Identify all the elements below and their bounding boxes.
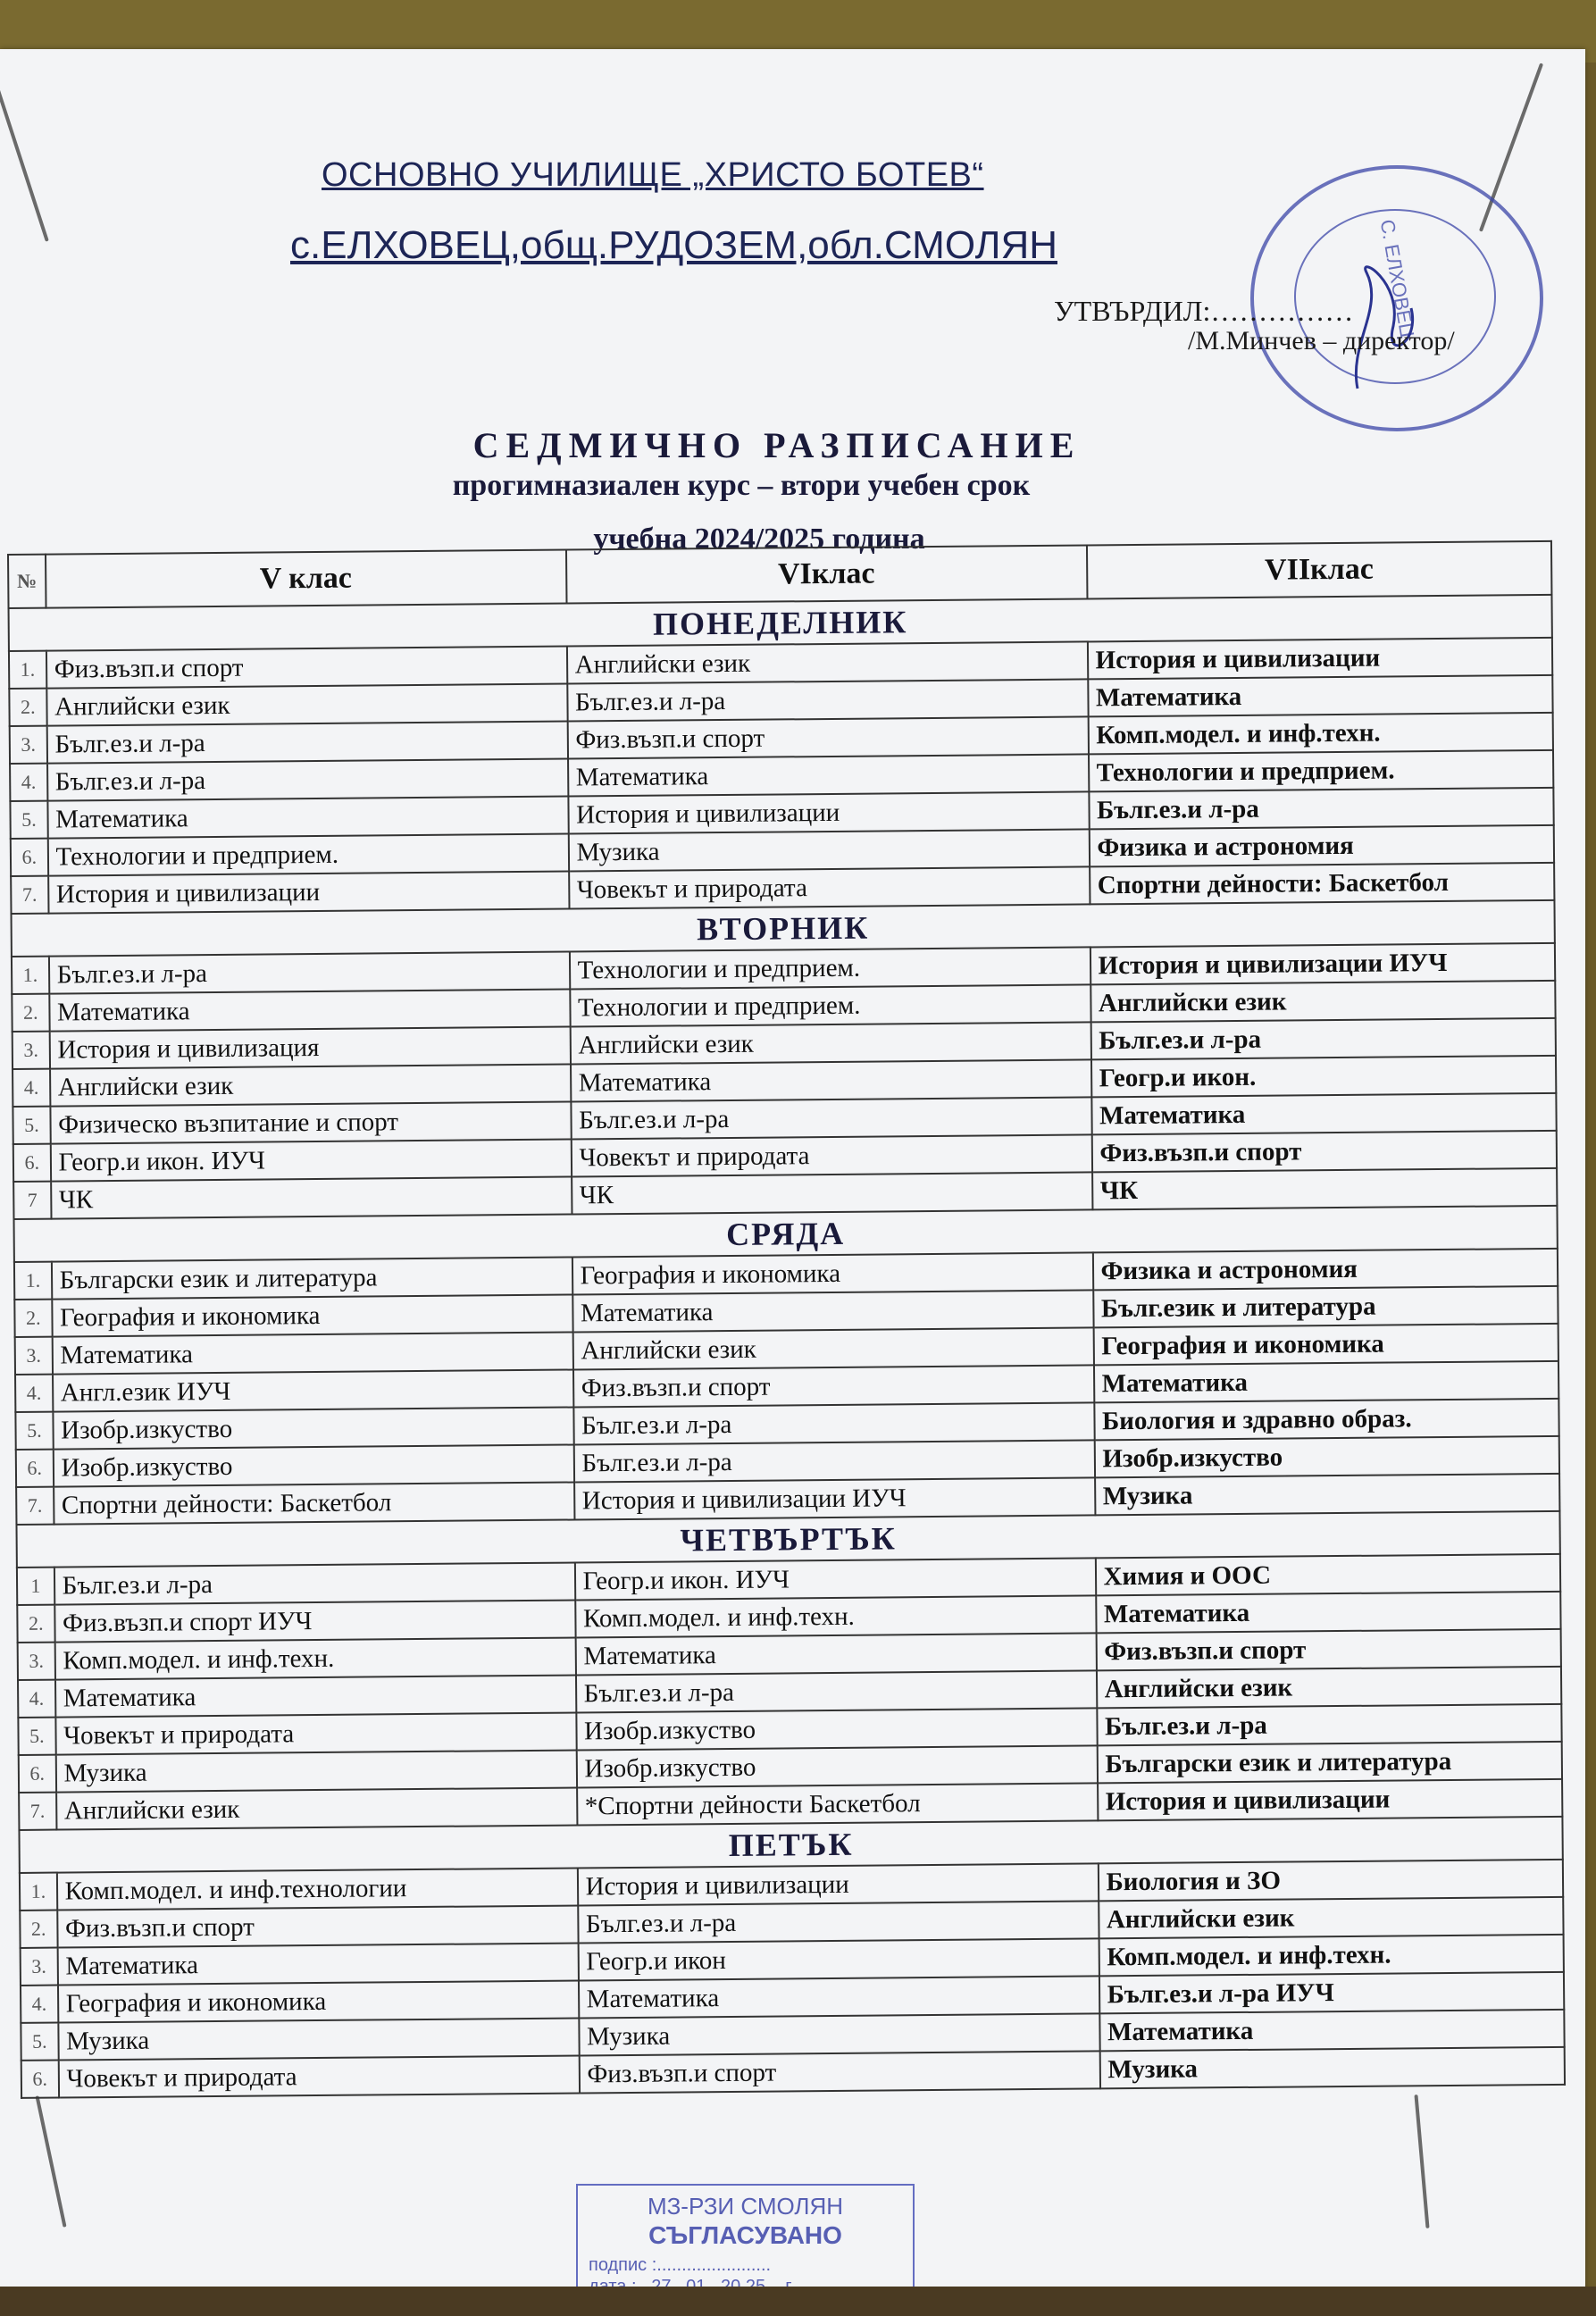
period-number: 5. [15, 1412, 53, 1450]
period-number: 7 [13, 1182, 51, 1219]
subject-cell: Физика и астрономия [1092, 1249, 1558, 1291]
subject-cell: Биология и здравно образ. [1094, 1399, 1559, 1441]
subject-cell: Бълг.ез.и л-ра [1097, 1704, 1562, 1746]
subject-cell: Физ.възп.и спорт [46, 647, 567, 689]
period-number: 7. [11, 876, 48, 914]
subject-cell: Изобр.изкуство [53, 1445, 573, 1487]
timetable-body [9, 595, 1565, 2098]
day-heading: ЧЕТВЪРТЪК [16, 1511, 1559, 1568]
approval-status: СЪГЛАСУВАНО [648, 2221, 842, 2249]
subject-cell: Музика [58, 2018, 579, 2060]
period-number: 4. [10, 764, 47, 801]
subject-cell: Математика [52, 1333, 572, 1375]
school-location: с.ЕЛХОВЕЦ,общ.РУДОЗЕМ,обл.СМОЛЯН [290, 223, 1057, 267]
subject-cell: Физ.възп.и спорт [57, 1905, 578, 1947]
period-number: 6. [19, 1755, 56, 1793]
period-number: 3. [10, 726, 47, 764]
subject-cell: Английски език [1099, 1897, 1564, 1939]
subject-cell: Човекът и природата [58, 2055, 579, 2097]
period-number: 2. [17, 1605, 54, 1643]
pin-icon [1414, 2094, 1429, 2228]
subject-cell: Бълг.ез.и л-ра [573, 1440, 1094, 1482]
period-number: 2. [14, 1300, 52, 1337]
period-number: 6. [16, 1450, 54, 1487]
period-number: 3. [15, 1337, 53, 1375]
subject-cell: География и икономика [58, 1980, 579, 2022]
period-number: 2. [12, 994, 49, 1032]
subject-cell: История и цивилизации [1098, 1779, 1563, 1821]
subject-cell: Комп.модел. и инф.техн. [575, 1595, 1096, 1637]
subject-cell: Изобр.изкуство [576, 1745, 1097, 1787]
approval-stamp [576, 2184, 915, 2303]
subject-cell: Английски език [1096, 1667, 1561, 1709]
subject-cell: Технологии и предприем. [1089, 750, 1554, 792]
column-header-grade-7: VIIклас [1086, 541, 1551, 599]
period-number: 4. [18, 1680, 55, 1718]
day-heading: ПОНЕДЕЛНИК [9, 595, 1552, 651]
subject-cell: Музика [579, 2013, 1099, 2055]
subject-cell: Бълг.ез.и л-ра [46, 722, 567, 764]
day-heading: ПЕТЪК [19, 1817, 1562, 1873]
subject-cell: Физ.възп.и спорт [579, 2051, 1099, 2093]
subject-cell: Математика [572, 1290, 1093, 1332]
subject-cell: Математика [568, 754, 1089, 796]
subject-cell: Геогр.и икон. ИУЧ [50, 1140, 571, 1182]
period-number: 2. [9, 689, 46, 726]
period-number: 2. [20, 1910, 57, 1948]
subject-cell: Математика [1096, 1592, 1561, 1634]
subject-cell: Бълг.ез.и л-ра ИУЧ [1099, 1972, 1564, 2014]
subject-cell: Математика [55, 1675, 576, 1717]
period-number: 1. [20, 1873, 57, 1910]
subject-cell: Технологии и предприем. [47, 834, 568, 876]
subject-cell: Физическо възпитание и спорт [50, 1102, 571, 1144]
period-number: 4. [15, 1375, 53, 1412]
subject-cell: Физ.възп.и спорт [567, 716, 1088, 758]
subject-cell: Английски език [572, 1327, 1093, 1369]
subject-cell: Физика и астрономия [1089, 825, 1554, 867]
subject-cell: Физ.възп.и спорт [1096, 1629, 1561, 1671]
subject-cell: Технологии и предприем. [570, 984, 1090, 1026]
subject-cell: Физ.възп.и спорт [573, 1365, 1094, 1407]
period-number: 5. [10, 801, 47, 839]
subject-cell: Физ.възп.и спорт [1091, 1131, 1557, 1173]
subject-cell: Англ.език ИУЧ [53, 1370, 573, 1412]
column-header-number: № [8, 555, 46, 608]
period-number: 3. [21, 1948, 58, 1986]
period-number: 4. [13, 1069, 50, 1107]
subject-cell: Математика [1088, 675, 1553, 717]
subject-cell: Английски език [56, 1787, 577, 1829]
subject-cell: ЧК [1092, 1168, 1558, 1210]
subject-cell: Математика [49, 990, 570, 1032]
subject-cell: Английски език [570, 1022, 1090, 1064]
approval-authority: МЗ-РЗИ СМОЛЯН [647, 2193, 844, 2220]
director-name: /М.Минчев – директор/ [1188, 326, 1455, 355]
page-title: СЕДМИЧНО РАЗПИСАНИЕ [472, 425, 1082, 465]
column-header-grade-5: V клас [46, 550, 566, 608]
subject-cell: Бълг.ез.и л-ра [54, 1562, 575, 1604]
day-heading: ВТОРНИК [12, 900, 1555, 957]
subject-cell: Бълг.ез.и л-ра [571, 1097, 1091, 1139]
subject-cell: Английски език [1090, 981, 1556, 1023]
subject-cell: Музика [568, 829, 1089, 871]
subject-cell: Български език и литература [1097, 1742, 1562, 1784]
period-number: 3. [18, 1643, 55, 1680]
subject-cell: Комп.модел. и инф.техн. [1099, 1935, 1564, 1977]
subject-cell: Бълг.ез.и л-ра [573, 1402, 1094, 1444]
subject-cell: Бълг.ез.и л-ра [47, 759, 568, 801]
subject-cell: История и цивилизации ИУЧ [1090, 943, 1555, 985]
subject-cell: Биология и ЗО [1098, 1860, 1563, 1902]
subject-cell: Математика [1091, 1093, 1557, 1135]
subject-cell: Комп.модел. и инф.технологии [57, 1868, 578, 1910]
subject-cell: *Спортни дейности Баскетбол [577, 1783, 1098, 1825]
period-number: 6. [11, 839, 48, 876]
weekly-timetable [7, 540, 1566, 2099]
period-number: 6. [13, 1144, 51, 1182]
period-number: 1 [17, 1568, 54, 1605]
subject-cell: Математика [1099, 2010, 1565, 2052]
subject-cell: История и цивилизация [49, 1027, 570, 1069]
course-subtitle: прогимназиален курс – втори учебен срок [452, 469, 1031, 502]
subject-cell: Математика [579, 1976, 1099, 2018]
subject-cell: География и икономика [1093, 1324, 1558, 1366]
subject-cell: Спортни дейности: Баскетбол [54, 1483, 574, 1525]
school-name: ОСНОВНО УЧИЛИЩЕ „ХРИСТО БОТЕВ“ [322, 156, 984, 194]
subject-cell: Математика [57, 1943, 578, 1985]
subject-cell: Математика [1093, 1361, 1558, 1403]
subject-cell: Бълг.ез.и л-ра [567, 679, 1088, 721]
subject-cell: Човекът и природата [569, 866, 1090, 908]
subject-cell: Български език и литература [52, 1258, 572, 1300]
subject-cell: Музика [1099, 2047, 1565, 2089]
subject-cell: Бълг.ез.и л-ра [1090, 1018, 1556, 1060]
period-number: 5. [18, 1718, 55, 1755]
subject-cell: Бълг.ез.и л-ра [49, 952, 570, 994]
subject-cell: Английски език [46, 684, 567, 726]
pin-icon [0, 71, 49, 241]
period-number: 7. [16, 1487, 54, 1525]
approval-signature-line: подпис :....................... [589, 2255, 772, 2275]
subject-cell: Човекът и природата [571, 1134, 1091, 1176]
column-header-grade-6: VIклас [566, 545, 1087, 603]
subject-cell: География и икономика [572, 1252, 1092, 1294]
paper-sheet [0, 49, 1585, 2291]
subject-cell: Комп.модел. и инф.техн. [1088, 713, 1553, 755]
subject-cell: Музика [1095, 1474, 1560, 1516]
subject-cell: Химия и ООС [1095, 1554, 1560, 1596]
subject-cell: География и икономика [52, 1295, 572, 1337]
subject-cell: Комп.модел. и инф.техн. [54, 1637, 575, 1679]
subject-cell: Спортни дейности: Баскетбол [1090, 863, 1555, 905]
subject-cell: Математика [575, 1633, 1096, 1675]
period-number: 5. [13, 1107, 50, 1144]
subject-cell: Английски език [566, 641, 1087, 683]
subject-cell: Геогр.и икон. ИУЧ [574, 1558, 1095, 1600]
period-number: 1. [14, 1262, 52, 1300]
period-number: 1. [12, 957, 49, 994]
subject-cell: ЧК [51, 1177, 572, 1219]
subject-cell: Математика [571, 1059, 1091, 1101]
day-heading: СРЯДА [14, 1206, 1558, 1262]
subject-cell: Изобр.изкуство [1094, 1436, 1559, 1478]
subject-cell: Бълг.език и литература [1093, 1286, 1558, 1328]
period-number: 7. [19, 1793, 56, 1830]
subject-cell: Геогр.и икон. [1090, 1056, 1556, 1098]
stamp-text: С. ЕЛХОВЕЦ [1375, 217, 1419, 340]
subject-cell: Геогр.и икон [578, 1938, 1099, 1980]
board-bottom-edge [0, 2287, 1596, 2316]
period-number: 6. [21, 2061, 59, 2098]
period-number: 3. [13, 1032, 50, 1069]
pin-icon [35, 2095, 66, 2228]
approved-label: УТВЪРДИЛ:…………… [1054, 295, 1354, 327]
period-number: 1. [9, 651, 46, 689]
subject-cell: Бълг.ез.и л-ра [578, 1901, 1099, 1943]
subject-cell: Технологии и предприем. [569, 947, 1090, 989]
subject-cell: Човекът и природата [55, 1712, 576, 1754]
subject-cell: История и цивилизации [568, 791, 1089, 833]
subject-cell: История и цивилизации ИУЧ [574, 1477, 1095, 1519]
subject-cell: Английски език [50, 1065, 571, 1107]
subject-cell: Изобр.изкуство [53, 1408, 573, 1450]
subject-cell: Бълг.ез.и л-ра [576, 1670, 1097, 1712]
subject-cell: Изобр.изкуство [576, 1708, 1097, 1750]
subject-cell: Музика [55, 1750, 576, 1792]
subject-cell: ЧК [572, 1172, 1092, 1214]
subject-cell: Математика [47, 797, 568, 839]
subject-cell: История и цивилизации [1087, 638, 1552, 680]
subject-cell: История и цивилизации [48, 872, 569, 914]
period-number: 5. [21, 2023, 58, 2061]
subject-cell: История и цивилизации [577, 1863, 1098, 1905]
period-number: 4. [21, 1986, 58, 2023]
subject-cell: Физ.възп.и спорт ИУЧ [54, 1600, 575, 1642]
school-year: учебна 2024/2025 година [593, 523, 925, 556]
subject-cell: Бълг.ез.и л-ра [1089, 788, 1554, 830]
